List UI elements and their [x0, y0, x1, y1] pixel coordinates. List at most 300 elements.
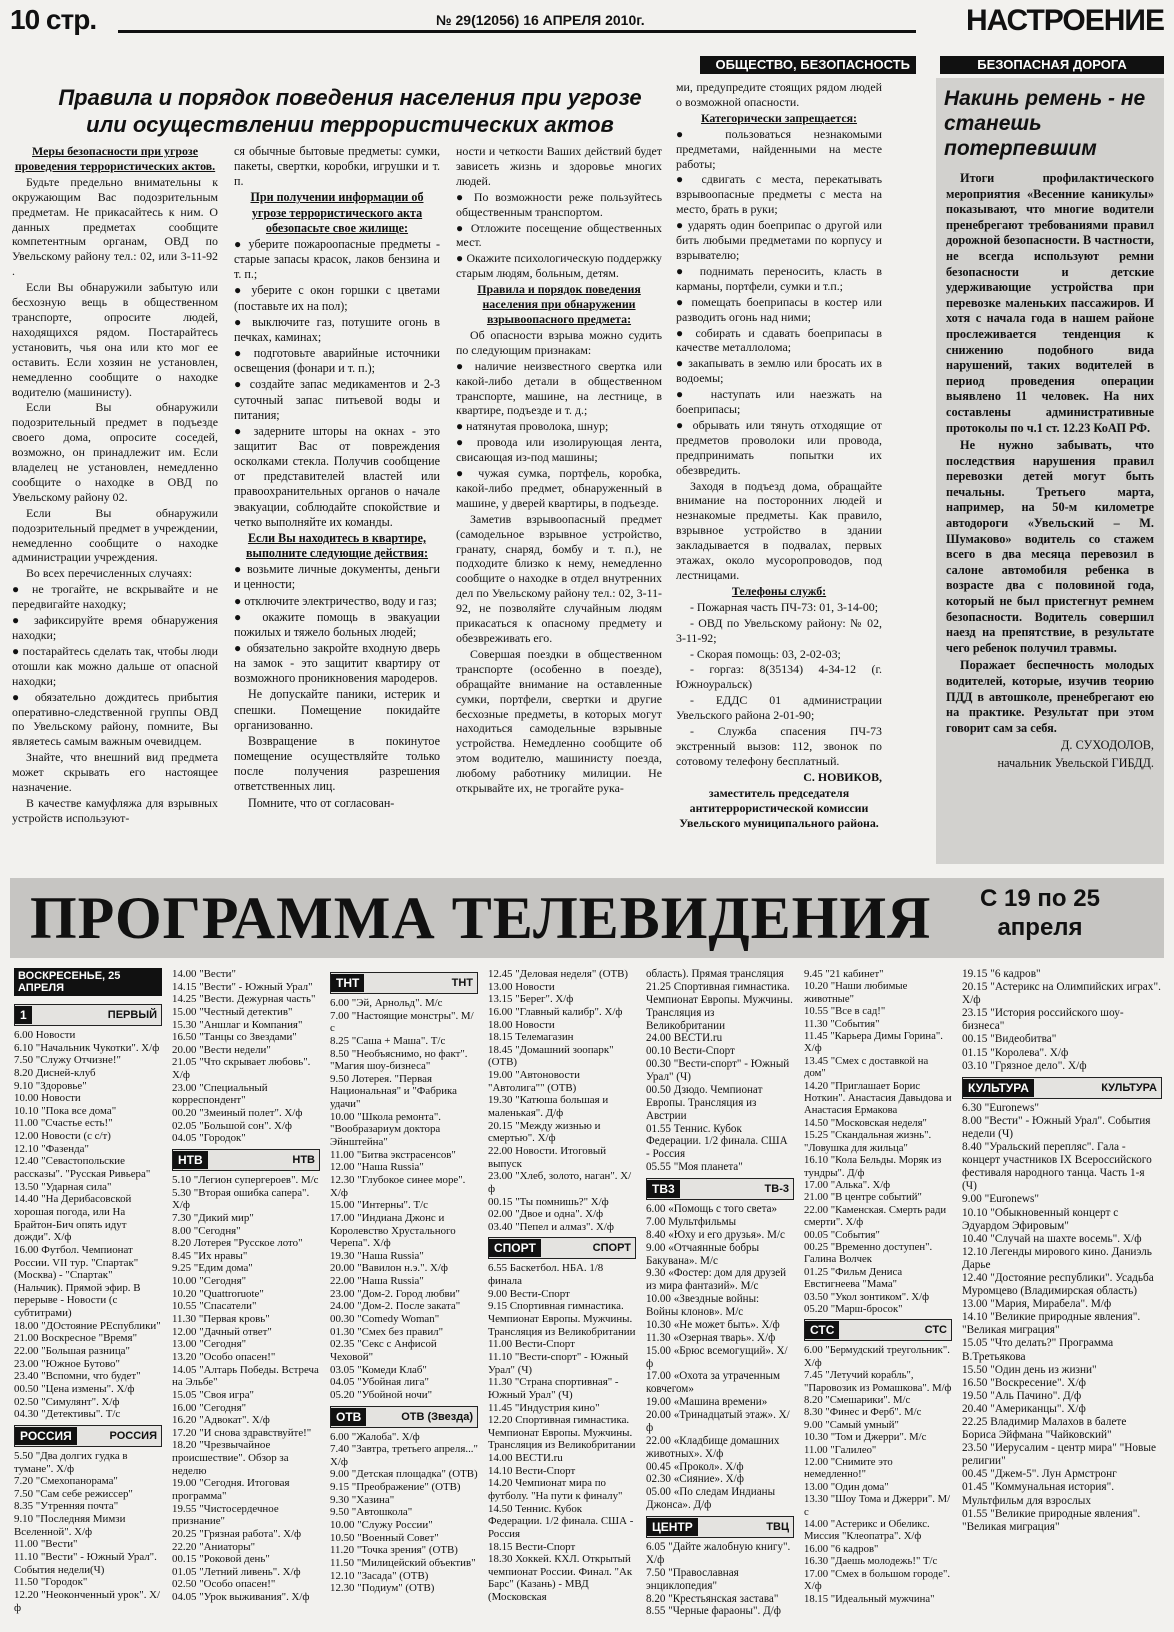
channel-header — [646, 1178, 794, 1200]
tv-listing: 22.00 "Наша Russia" — [330, 1275, 424, 1288]
sidebar-paragraph-2: Не нужно забывать, что последствия нарушения правил перевозки детей могут быть печальны. Третьего марта, например, на 50-м километре автодороги «Увельский – М. Шумаково» водитель со стажем всего в два месяца перевозил в салоне автомобиля ребенка в возрасте два с половиной года, который не был пристегнут ремнем безопасности. Водитель совершил наезд на препятствие, в результате чего ребенок получил травмы. — [946, 438, 1154, 655]
article-title — [20, 84, 680, 138]
tv-listing: 15.50 "Один день из жизни" — [962, 1363, 1097, 1376]
tv-listing: 15.00 "Честный детектив" — [172, 1005, 293, 1018]
tv-listing: 9.00 Вести-Спорт — [488, 1287, 570, 1300]
tv-listing: 05.20 "Марш-бросок" — [804, 1302, 903, 1315]
tv-listing: 16.50 "Танцы со Звездами" — [172, 1031, 297, 1044]
tv-listing: 13.20 "Особо опасен!" — [172, 1350, 276, 1363]
tv-listing: 9.15 "Преображение" (ОТВ) — [330, 1481, 461, 1494]
tv-listing: 01.15 "Королева". Х/ф — [962, 1046, 1069, 1059]
tv-listing: 10.55 "Спасатели" — [172, 1300, 257, 1313]
channel-name: ТВЦ — [766, 1521, 789, 1533]
tv-listing: 5.50 "Два долгих гудка в тумане". Х/ф — [14, 1449, 131, 1475]
tv-listing: 12.10 "Засада" (ОТВ) — [330, 1569, 429, 1582]
article-col4-para: ● пользоваться незнакомыми предметами, найденными на месте работы; — [676, 126, 882, 171]
tv-listing: 8.20 Дисней-клуб — [14, 1066, 96, 1079]
tv-listing: 12.30 "Глубокое синее море". Х/ф — [330, 1173, 469, 1199]
tv-listing: 8.45 "Их нравы" — [172, 1249, 248, 1262]
tv-listing: 13.00 "Сегодня" — [172, 1338, 247, 1351]
article-col1-para: Если Вы обнаружили подозрительный предмет в учреждении, немедленно сообщите о находке администрации учреждения. — [12, 505, 218, 565]
article-col2-para: ● возьмите личные документы, деньги и ценности; — [234, 562, 440, 592]
channel-header — [14, 1425, 162, 1447]
tv-listing: 22.00 «Кладбище домашних животных». Х/ф — [646, 1434, 783, 1460]
tv-listing: 11.10 "Вести" - Южный Урал". События недели(Ч) — [14, 1550, 160, 1576]
tv-listing: 05.20 "Убойной ночи" — [330, 1388, 433, 1401]
tv-listing: 18.30 Хоккей. КХЛ. Открытый чемпионат России. Финал. "Ак Барс" (Казань) - МВД (Московская — [488, 1553, 635, 1604]
tv-listing: 18.00 Новости — [488, 1018, 555, 1031]
channel-logo-icon: ЦЕНТР — [647, 1518, 698, 1536]
tv-listing: 16.00 Футбол. Чемпионат России. VII тур. "Спартак" (Москва) - "Спартак" (Нальчик). Прямой эфир. В перерыве - Новости (с субтитрами) — [14, 1243, 144, 1320]
tv-listing: 15.30 "Аншлаг и Компания" — [172, 1018, 303, 1031]
tv-listing: 00.15 "Видеобитва" — [962, 1033, 1057, 1046]
tv-listing: 03.50 "Укол зонтиком". Х/ф — [804, 1290, 930, 1303]
tv-listing: 6.00 "Жалоба". Х/ф — [330, 1430, 420, 1443]
tv-listing: 8.25 "Саша + Маша". Т/с — [330, 1034, 446, 1047]
channel-name: ТНТ — [451, 977, 473, 989]
tv-listing: 5.30 "Вторая ошибка сапера". Х/ф — [172, 1186, 312, 1212]
tv-listing: 6.10 "Начальник Чукотки". Х/ф — [14, 1041, 160, 1054]
article-col3-para: ● Отложите посещение общественных мест. — [456, 220, 662, 250]
tv-listing: 6.30 "Euronews" — [962, 1101, 1039, 1114]
channel-logo-icon: РОССИЯ — [15, 1427, 77, 1445]
tv-listing: 15.05 "Своя игра" — [172, 1388, 254, 1401]
tv-listing: 11.00 Вести-Спорт — [488, 1338, 575, 1351]
tv-listing: 01.45 "Коммунальная история". Мультфильм для взрослых — [962, 1481, 1117, 1507]
article-col2-para: При получении информации об угрозе террористического акта обезопасьте свое жилище: — [250, 190, 424, 235]
tv-listing: 13.00 Новости — [488, 980, 555, 993]
tv-listing: 12.10 Легенды мирового кино. Даниэль Дарье — [962, 1245, 1155, 1271]
tv-listing: 15.00 «Брюс всемогущий». Х/ф — [646, 1344, 788, 1370]
tv-listing: 11.30 «Озерная тварь». Х/ф — [646, 1331, 776, 1344]
article-col4-para: ● наступать или наезжать на боеприпасы; — [676, 387, 882, 417]
tv-listing: 16.00 "Главный калибр". Х/ф — [488, 1005, 623, 1018]
tv-listing: 00.45 «Прокол». Х/ф — [646, 1460, 744, 1473]
tv-listing: 20.15 "Астерикс на Олимпийских играх". Х/ф — [962, 981, 1164, 1007]
tv-listing: 20.00 "Вести недели" — [172, 1043, 271, 1056]
tv-listing: 03.10 "Грязное дело". Х/ф — [962, 1059, 1087, 1072]
tv-listing: 22.20 "Аниаторы" — [172, 1540, 256, 1553]
tv-listing: 23.15 "История российского шоу-бизнеса" — [962, 1007, 1124, 1033]
tv-listing: 16.10 "Кола Бельды. Моряк из тундры". Д/ф — [804, 1154, 944, 1179]
channel-name: ПЕРВЫЙ — [107, 1009, 157, 1021]
tv-listing: 01.55 Теннис. Кубок Федерации. 1/2 финала. США - Россия — [646, 1122, 791, 1161]
tv-listing: 02.30 «Сияние». Х/ф — [646, 1473, 744, 1486]
tv-listing: 02.05 "Большой сон". Х/ф — [172, 1119, 292, 1132]
tv-listing: 14.00 "Вести" — [172, 968, 236, 980]
sidebar-title: Накинь ремень - не станешь потерпевшим — [944, 87, 1146, 160]
tv-listing: 8.30 "Финес и Ферб". М/с — [804, 1406, 922, 1419]
article-col2-para: ● отключите электричество, воду и газ; — [234, 593, 437, 608]
tv-listing: 8.20 Лотерея "Русское лото" — [172, 1237, 303, 1250]
tv-listing: 19.55 "Чистосердечное признание" — [172, 1502, 282, 1528]
tv-listing: 11.00 "Счастье есть!" — [14, 1117, 113, 1130]
tv-title: ПРОГРАММА ТЕЛЕВИДЕНИЯ — [30, 885, 932, 951]
tv-listing: 04.05 "Городок" — [172, 1132, 246, 1145]
channel-name: СПОРТ — [592, 1242, 631, 1255]
tv-listing: 18.20 "Чрезвычайное происшествие". Обзор за неделю — [172, 1439, 292, 1477]
road-safety-sidebar — [936, 78, 1164, 864]
tv-listing: 14.00 ВЕСТИ.ru — [488, 1452, 563, 1465]
tv-listing: 10.55 "Все в сад!" — [804, 1005, 886, 1018]
tv-listing: 00.30 "Comedy Woman" — [330, 1313, 440, 1326]
tv-listing: 11.00 "Битва экстрасенсов" — [330, 1148, 456, 1161]
tv-listing: 11.30 "События" — [804, 1017, 880, 1030]
article-col2-para: Не допускайте паники, истерик и спешки. Помещение покидайте организованно. — [234, 687, 440, 732]
tv-listing: 6.00 "Бермудский треугольник". Х/ф — [804, 1344, 953, 1369]
tv-listing: 12.10 "Фазенда" — [14, 1142, 89, 1155]
tv-listing: 01.30 "Смех без правил" — [330, 1325, 444, 1338]
rubric-side: БЕЗОПАСНАЯ ДОРОГА — [940, 56, 1164, 74]
tv-listing: 8.50 "Необъяснимо, но факт". "Магия шоу-бизнеса" — [330, 1047, 471, 1073]
tv-listing: 17.00 "Алька". Х/ф — [804, 1178, 891, 1191]
tv-listing: 9.50 "Автошкола" — [330, 1506, 413, 1519]
tv-listing: 10.20 "Quattroruote" — [172, 1287, 264, 1300]
tv-listing: 8.40 «Юху и его друзья». М/с — [646, 1228, 785, 1241]
channel-logo-icon: ОТВ — [331, 1408, 366, 1426]
tv-listing: 14.50 Теннис. Кубок Федерации. 1/2 финала. США - Россия — [488, 1502, 637, 1540]
tv-listing: 01.25 "Фильм Дениса Евстигнеева "Мама" — [804, 1265, 905, 1291]
tv-listing: 03.40 "Пепел и алмаз". Х/ф — [488, 1220, 614, 1233]
tv-column-2 — [172, 968, 320, 1604]
tv-listing: 14.50 "Московская неделя" — [804, 1116, 927, 1129]
article-col2-para: ся обычные бытовые предметы: сумки, пакеты, свертки, коробки, игрушки и т. п. — [234, 144, 440, 189]
tv-listing: 18.15 Телемагазин — [488, 1031, 574, 1044]
tv-listing: 12.00 "Снимите это немедленно!" — [804, 1456, 896, 1481]
tv-listing: 00.45 "Джем-5". Лун Армстронг — [962, 1468, 1117, 1481]
tv-listing: 04.05 "Урок выживания". Х/ф — [172, 1591, 310, 1604]
tv-column-4 — [488, 968, 636, 1604]
tv-listing: 13.50 "Ударная сила" — [14, 1180, 112, 1193]
tv-listing: 9.00 "Самый умный" — [804, 1418, 899, 1431]
article-col4-para: ● собирать и сдавать боеприпасы в качестве металлолома; — [676, 325, 882, 355]
article-col2-para: ● выключите газ, потушите огонь в печках, каминах; — [234, 314, 440, 344]
article-column-4 — [676, 80, 882, 831]
channel-name: КУЛЬТУРА — [1101, 1081, 1157, 1094]
tv-listing: 14.25 "Вести. Дежурная часть" — [172, 993, 316, 1006]
tv-listing: 00.15 "Ты помнишь?" Х/ф — [488, 1195, 609, 1208]
channel-name: СТС — [924, 1324, 947, 1337]
issue-info: № 29(12056) 16 АПРЕЛЯ 2010г. — [430, 12, 651, 28]
channel-header — [962, 1077, 1162, 1099]
article-col3-para: Об опасности взрыва можно судить по следующим признакам: — [456, 327, 662, 357]
article-col4-para: - Скорая помощь: 03, 2-02-03; — [690, 646, 841, 661]
article-col3-para: ● Окажите психологическую поддержку старым людям, больным, детям. — [456, 251, 662, 281]
tv-listing: 11.00 "Галилео" — [804, 1443, 877, 1456]
tv-listing: 19.30 "Катюша большая и маленькая". Д/ф — [488, 1094, 611, 1120]
tv-listing: 12.45 "Деловая неделя" (ОТВ) — [488, 968, 629, 980]
article-col2-para: Помните, что от согласован- — [248, 795, 395, 810]
tv-listing: 22.00 "Каменская. Смерть ради смерти". Х/ф — [804, 1203, 949, 1229]
article-col1-para: ● не трогайте, не вскрывайте и не передвигайте находку; — [12, 582, 218, 612]
article-col4-para: - Пожарная часть ПЧ-73: 01, 3-14-00; — [690, 599, 879, 614]
sidebar-paragraph-1: Итоги профилактического мероприятия «Весенние каникулы» показывают, что многие водители пренебрегают требованиями правил дорожной безопасности. В частности, не всегда используют ремни безопасности и детские удерживающие устройства при перевозке маленьких пассажиров. И хотя с начала года в нашем районе прослеживается тенденция к снижению подобного вида нарушений, таких водителей в период проведения операции выявлено 11 человек. На них составлены административные протоколы по ч.1 ст. 12.23 КоАП РФ. — [946, 171, 1154, 435]
channel-name: ТВ-3 — [764, 1183, 789, 1195]
tv-listing: 22.00 "Большая разница" — [14, 1345, 130, 1358]
tv-day: ВОСКРЕСЕНЬЕ, 25 АПРЕЛЯ — [14, 968, 162, 996]
tv-listing: 11.45 "Индустрия кино" — [488, 1401, 600, 1414]
tv-listing: 16.20 "Адвокат". Х/ф — [172, 1414, 270, 1427]
tv-listing: 8.35 "Утренняя почта" — [14, 1500, 119, 1513]
tv-listing: 6.55 Баскетбол. НБА. 1/8 финала — [488, 1262, 606, 1288]
tv-listing: 16.00 "6 кадров" — [804, 1542, 879, 1555]
article-column-3 — [456, 144, 662, 797]
tv-listing: 15.00 "Интерны". Т/с — [330, 1199, 428, 1212]
tv-listing: 24.00 ВЕСТИ.ru — [646, 1032, 723, 1045]
tv-listing: 14.05 "Алтарь Победы. Встреча на Эльбе" — [172, 1363, 322, 1389]
tv-listing: 00.50 "Цена измены". Х/ф — [14, 1382, 135, 1395]
tv-listing: 21.00 "В центре событий" — [804, 1191, 922, 1204]
tv-listing: 9.30 «Фостер: дом для друзей из мира фантазий». М/с — [646, 1267, 789, 1293]
article-col4-para: Заходя в подъезд дома, обращайте внимание на посторонних людей и незнакомые предметы. Как правило, взрывное устройство в здании закладывается в подвалах, первых этажах, около мусоропроводов, под лестницами. — [676, 478, 882, 582]
tv-listing: 10.30 "Том и Джерри". М/с — [804, 1431, 927, 1444]
tv-listing: 10.00 "Служу России" — [330, 1518, 433, 1531]
tv-listing: 13.00 "Один дома" — [804, 1480, 889, 1493]
article-column-2 — [234, 144, 440, 812]
tv-listing: 11.45 "Карьера Димы Горина". Х/ф — [804, 1030, 946, 1055]
tv-listing: 11.30 "Первая кровь" — [172, 1313, 270, 1326]
tv-listing: 19.30 "Наша Russia" — [330, 1249, 424, 1262]
tv-listing: 6.00 "Эй, Арнольд". М/с — [330, 997, 443, 1009]
tv-listing: 7.20 "Смехопанорама" — [14, 1475, 118, 1488]
tv-listing: 10.50 "Военный Совет" — [330, 1531, 439, 1544]
article-col1-para: ● обязательно дождитесь прибытия оперативно-следственной группы ОВД по Увельскому району, помните, Вы являетесь самым важным очевидцем. — [12, 689, 218, 749]
tv-listing: 10.40 "Случай на шахте восемь". Х/ф — [962, 1232, 1142, 1245]
tv-listing: 14.15 "Вести" - Южный Урал" — [172, 980, 313, 993]
tv-listing: 13.15 "Берег". Х/ф — [488, 993, 574, 1006]
channel-header — [14, 1004, 162, 1026]
article-col3-para: Заметив взрывоопасный предмет (самодельное взрывное устройство, гранату, снаряд, бомбу и т. п.), не подходите близко к нему, немедленно сообщите о находке в отдел внутренних дел по Увельскому району тел.: 02, 3-11-92, не позволяйте случайным людям прикасаться к опасному предмету и обезвреживать его. — [456, 511, 662, 645]
tv-listing: 7.50 "Служу Отчизне!" — [14, 1054, 121, 1067]
tv-listing: 8.55 "Черные фараоны". Д/ф — [646, 1605, 781, 1618]
tv-listing: 23.00 "Хлеб, золото, наган". Х/ф — [488, 1170, 632, 1195]
tv-listing: 11.30 "Страна спортивная" - Южный Урал" (Ч) — [488, 1376, 622, 1401]
article-col2-para: ● обязательно закройте входную дверь на замок - это защитит квартиру от возможного проникновения мародеров. — [234, 641, 440, 686]
tv-listing: 9.00 "Детская площадка" (ОТВ) — [330, 1468, 478, 1481]
tv-listing: 8.20 "Крестьянская застава" — [646, 1592, 779, 1605]
tv-listing: 21.00 Воскресное "Время" — [14, 1332, 138, 1345]
tv-listing: 23.00 "Специальный корреспондент" — [172, 1081, 271, 1107]
tv-listing: 9.50 Лотерея. "Первая Национальная" и "Фабрика удачи" — [330, 1072, 460, 1111]
article-col1-para: Меры безопасности при угрозе проведения террористических актов. — [14, 144, 216, 173]
tv-listing: 03.05 "Комеди Клаб" — [330, 1363, 427, 1376]
channel-logo-icon: КУЛЬТУРА — [963, 1079, 1034, 1097]
article-col2-para: ● создайте запас медикаментов и 2-3 суточный запас питьевой воды и питания; — [234, 377, 440, 422]
article-col3-para: Совершая поездки в общественном транспорте (особенно в поезде), обращайте внимание на оставленные сумки, портфели, свертки и другие бесхозные предметы, в которых могут находиться самодельные взрывные устройства. Немедленно сообщите об этом водителю, машинисту поезда, любому работнику милиции. Не открывайте их, не трогайте рука- — [456, 646, 662, 796]
channel-header — [488, 1237, 636, 1259]
article-col3-para: Правила и порядок поведения населения при обнаружении взрывоопасного предмета: — [477, 282, 641, 326]
channel-logo-icon: СТС — [805, 1321, 839, 1339]
tv-listing: 00.15 "Роковой день" — [172, 1553, 270, 1566]
tv-listing: 02.00 "Двое и одна". Х/ф — [488, 1208, 604, 1221]
tv-listing: 23.00 "Южное Бутово" — [14, 1357, 120, 1370]
tv-listing: 21.05 "Что скрывает любовь". Х/ф — [172, 1056, 314, 1082]
tv-listing: 12.40 "Севастопольские рассказы". "Русская Ривьера" — [14, 1155, 151, 1181]
article-col1-para: ● постарайтесь сделать так, чтобы люди отошли как можно дальше от опасной находки; — [12, 643, 218, 688]
tv-listing: 00.05 "События" — [804, 1228, 880, 1241]
tv-listing: 17.20 "И снова здравствуйте!" — [172, 1426, 312, 1439]
tv-dates-line2: апреля — [997, 914, 1083, 941]
article-col1-para: Во всех перечисленных случаях: — [26, 566, 193, 581]
tv-listing: 5.10 "Легион супергероев". М/с — [172, 1173, 319, 1186]
article-col3-para: ● чужая сумка, портфель, коробка, какой-либо предмет, обнаруженный в машине, у дверей квартиры, в подъезде. — [456, 466, 662, 510]
article-col2-para: ● уберите пожароопасные предметы - старые запасы красок, лаков бензина и т. п.; — [234, 236, 440, 282]
article-col4-para: Категорически запрещается: — [700, 110, 858, 125]
tv-listing: 12.30 "Подиум" (ОТВ) — [330, 1582, 435, 1595]
article-col1-para: Если Вы обнаружили забытую или бесхозную вещь в общественном транспорте, опросите людей, находящихся рядом. Постарайтесь установить, чья она или кто мог ее оставить. Если хозяин не установлен, немедленно сообщите о находке водителю (машинисту). — [12, 280, 218, 399]
tv-listing: 13.00 "Мария, Мирабела". М/ф — [962, 1298, 1112, 1311]
article-col2-para: ● задерните шторы на окнах - это защитит Вас от повреждения осколками стекла. Получив сообщение от представителей властей или правоохранительных органов о начале эвакуации, соблюдайте спокойствие и четко выполняйте их команды. — [234, 423, 440, 529]
channel-name: ОТВ (Звезда) — [401, 1410, 473, 1423]
tv-listing: 7.40 "Завтра, третьего апреля..." Х/ф — [330, 1443, 481, 1468]
article-col4-para: ● сдвигать с места, перекатывать взрывоопасные предметы с места на место, брать в руки; — [676, 172, 882, 217]
article-col3-para: ● наличие неизвестного свертка или какой-либо детали в общественном транспорте, машине, на лестнице, в квартире, подъезде и т. д.; — [456, 358, 662, 418]
article-col2-para: ● уберите с окон горшки с цветами (поставьте их на пол); — [234, 283, 440, 313]
tv-listing: 02.50 "Особо опасен!" — [172, 1578, 276, 1591]
tv-listing: 00.30 "Вести-спорт" - Южный Урал" (Ч) — [646, 1058, 793, 1083]
tv-listing: 15.25 "Скандальная жизнь". "Ловушка для жильца" — [804, 1129, 934, 1154]
channel-name: РОССИЯ — [109, 1429, 157, 1442]
tv-listing: 19.50 "Аль Пачино". Д/ф — [962, 1389, 1082, 1402]
tv-listing: 10.20 "Наши любимые животные" — [804, 980, 910, 1005]
tv-listing: 20.00 «Тринадцатый этаж». Х/ф — [646, 1409, 790, 1434]
tv-listing: 02.50 "Симулянт". Х/ф — [14, 1395, 120, 1408]
tv-listing: 23.50 "Иерусалим - центр мира" "Новые религии" — [962, 1442, 1159, 1468]
tv-listing: 9.10 "Последняя Мимзи Вселенной". Х/ф — [14, 1513, 129, 1538]
article-col2-para: Возвращение в покинутое помещение осуществляйте только после получения разрешения ответственных лиц. — [234, 733, 440, 794]
tv-listing: 18.00 "ДОстояние РЕспублики" — [14, 1319, 161, 1332]
channel-header — [330, 1406, 478, 1428]
tv-listing: 10.30 «Не может быть». Х/ф — [646, 1318, 780, 1331]
article-col1-para: ● зафиксируйте время обнаружения находки; — [12, 613, 218, 642]
article-col4-para: - горгаз: 8(35134) 4-34-12 (г. Южноуральск) — [676, 662, 882, 692]
channel-header — [646, 1516, 794, 1538]
article-col2-para: ● окажите помощь в эвакуации пожилых и тяжело больных людей; — [234, 609, 440, 639]
tv-listing: 16.30 "Даешь молодежь!" Т/с — [804, 1555, 938, 1568]
tv-listing: 10.10 "Пока все дома" — [14, 1104, 117, 1117]
tv-listing: 12.00 "Дачный ответ" — [172, 1325, 272, 1338]
article-col4-para: - Служба спасения ПЧ-73 экстренный вызов: 112, звонок по сотовому телефону бесплатный. — [676, 724, 882, 768]
tv-listing: 9.30 "Хазина" — [330, 1493, 395, 1506]
tv-listing: 7.00 "Настоящие монстры". М/с — [330, 1009, 474, 1035]
tv-listing: 10.10 "Обыкновенный концерт с Эдуардом Эфировым" — [962, 1206, 1122, 1232]
tv-listing: 12.40 "Достояние республики". Усадьба Муромцево (Владимирская область) — [962, 1271, 1157, 1298]
channel-logo-icon: 1 — [15, 1006, 32, 1024]
tv-listing: 15.05 "Что делать?" Программа В.Третьякова — [962, 1337, 1116, 1363]
tv-column-5 — [646, 968, 794, 1618]
page-header — [0, 0, 1174, 44]
tv-listing: 21.25 Спортивная гимнастика. Чемпионат Европы. Мужчины. Трансляция из Великобритании — [646, 980, 796, 1032]
tv-listing: 12.00 "Наша Russia" — [330, 1161, 424, 1174]
tv-listing: 9.00 «Отчаянные бобры Бакувана». М/с — [646, 1241, 762, 1267]
tv-listing: 23.40 "Вспомни, что будет" — [14, 1370, 141, 1383]
tv-listing: 13.45 "Смех с доставкой на дом" — [804, 1054, 931, 1080]
article-col3-para: ● натянутая проволока, шнур; — [456, 419, 609, 434]
tv-listing: 23.00 "Дом-2. Город любви" — [330, 1287, 460, 1300]
article-col4-para: - ОВД по Увельскому району: № 02, 3-11-92; — [676, 615, 882, 645]
channel-header — [172, 1149, 320, 1171]
channel-logo-icon: ТВ3 — [647, 1180, 680, 1198]
tv-listing: 19.00 «Машина времени» — [646, 1396, 768, 1409]
tv-listing: 11.20 "Точка зрения" (ОТВ) — [330, 1544, 458, 1557]
tv-column-7 — [962, 968, 1162, 1534]
tv-listing: 19.00 "Сегодня. Итоговая программа" — [172, 1477, 293, 1502]
tv-listing: 14.20 "Приглашает Борис Ноткин". Анастасия Давыдова и Анастасия Ермакова — [804, 1079, 955, 1117]
tv-listing: 8.40 "Уральский перепляс". Гала - концерт участников IX Всероссийского фестиваля народного танца. Часть 1-я (Ч) — [962, 1141, 1155, 1193]
tv-listing: 10.00 "Сегодня" — [172, 1275, 247, 1288]
tv-column-6 — [804, 968, 955, 1605]
tv-listing: 16.00 "Сегодня" — [172, 1401, 247, 1414]
article-column-1 — [12, 144, 218, 827]
channel-logo-icon: НТВ — [173, 1151, 208, 1169]
sidebar-paragraph-3: Поражает беспечность молодых водителей, которые, изучив теорию ПДД в автошколе, пренебрегают ею на практике. Результат при этом говорит сам за себя. — [946, 658, 1154, 735]
article-col2-para: ● подготовьте аварийные источники освещения (фонари и т. п.); — [234, 346, 440, 376]
tv-listing: 19.15 "6 кадров" — [962, 968, 1041, 980]
tv-listing: 16.50 "Воскресение". Х/ф — [962, 1376, 1086, 1389]
header-rule — [118, 30, 916, 33]
sidebar-body — [946, 171, 1154, 772]
tv-listing: 18.15 "Идеальный мужчина" — [804, 1592, 935, 1605]
article-col3-para: ● По возможности реже пользуйтесь общественным транспортом. — [456, 189, 662, 219]
tv-listing: 12.00 Новости (с с/т) — [14, 1130, 111, 1143]
tv-listing: 22.25 Владимир Малахов в балете Бориса Эйфмана "Чайковский" — [962, 1416, 1130, 1442]
article-col2-para: Если Вы находитесь в квартире, выполните следующие действия: — [245, 530, 429, 561]
tv-listing: 8.00 "Сегодня" — [172, 1224, 241, 1237]
tv-listing: 04.30 "Детективы". Т/с — [14, 1408, 121, 1421]
tv-listing: 12.20 Спортивная гимнастика. Чемпионат Европы. Мужчины. Трансляция из Великобритании — [488, 1414, 636, 1452]
sidebar-signature-name: Д. СУХОДОЛОВ, — [1061, 738, 1154, 753]
tv-listing: 14.00 "Астерикс и Обеликс. Миссия "Клеопатра". Х/ф — [804, 1518, 933, 1543]
tv-listing: 9.25 "Едим дома" — [172, 1262, 253, 1275]
tv-listing: 12.20 "Неоконченный урок". Х/ф — [14, 1588, 161, 1614]
tv-listing: 14.10 Вести-Спорт — [488, 1464, 576, 1477]
article-col3-para: ности и четкости Ваших действий будет зависеть жизнь и здоровье многих людей. — [456, 144, 662, 188]
tv-listing: 9.00 "Euronews" — [962, 1193, 1039, 1206]
tv-listing: 7.45 "Летучий корабль", "Паровозик из Ромашкова". М/ф — [804, 1369, 952, 1394]
tv-listing: 10.00 Новости — [14, 1092, 81, 1105]
article-col4-para: С. НОВИКОВ, — [803, 769, 882, 784]
article-col1-para: В качестве камуфляжа для взрывных устройств используют- — [12, 795, 218, 825]
article-col1-para: Знайте, что внешний вид предмета может скрывать его настоящее назначение. — [12, 750, 218, 795]
tv-listing: 10.00 "Школа ремонта". "Вообразариум доктора Эйнштейна" — [330, 1110, 444, 1149]
tv-listing: 17.00 "Смех в большом городе". Х/ф — [804, 1567, 953, 1593]
tv-listing: 18.15 Вести-Спорт — [488, 1540, 576, 1553]
rubric-main: ОБЩЕСТВО, БЕЗОПАСНОСТЬ — [700, 56, 916, 74]
tv-listing: 7.00 Мультфильмы — [646, 1215, 737, 1228]
tv-listing: 00.10 Вести-Спорт — [646, 1045, 735, 1058]
tv-listing: 8.00 "Вести" - Южный Урал". События недели (Ч) — [962, 1114, 1154, 1140]
article-title-line1: Правила и порядок поведения населения при угрозе — [58, 85, 642, 110]
channel-header — [804, 1319, 952, 1341]
article-col4-para: ● закапывать в землю или бросать их в водоемы; — [676, 356, 882, 386]
channel-logo-icon: ТНТ — [331, 974, 364, 992]
tv-listing: 24.00 "Дом-2. После заката" — [330, 1300, 461, 1313]
tv-column-1-list — [14, 1004, 162, 1614]
tv-listing: 17.00 «Охота за утраченным ковчегом» — [646, 1370, 783, 1396]
tv-listing: 14.40 "На Дерибасовской хорошая погода, или На Брайтон-Бич опять идут дожди". Х/ф — [14, 1193, 135, 1244]
article-col4-para: ● поднимать переносить, класть в карманы, портфели, сумки и т.п.; — [676, 263, 882, 293]
tv-listing: 17.00 "Индиана Джонс и Королевство Хрустального Черепа". Х/ф — [330, 1211, 459, 1250]
tv-listing: область). Прямая трансляция — [646, 968, 784, 980]
tv-listing: 11.00 "Вести" — [14, 1538, 78, 1551]
tv-listing: 14.10 "Великие природные явления". "Великая миграция" — [962, 1311, 1143, 1337]
tv-listing: 14.20 Чемпионат мира по футболу. "На пути к финалу" — [488, 1477, 623, 1502]
article-col1-para: Будьте предельно внимательны к окружающим Вас подозрительным предметам. Не прикасайтесь к ним. О данных предметах сообщите компетентным органам, ОВД по Увельскому району тел.: 02, или 3-11-92 . — [12, 174, 218, 279]
sidebar-signature-role: начальник Увельской ГИБДД. — [997, 755, 1154, 770]
channel-header — [330, 972, 478, 994]
tv-listing: 00.20 "Змеиный полет". Х/ф — [172, 1107, 303, 1120]
tv-listing: 6.05 "Дайте жалобную книгу". Х/ф — [646, 1541, 794, 1566]
